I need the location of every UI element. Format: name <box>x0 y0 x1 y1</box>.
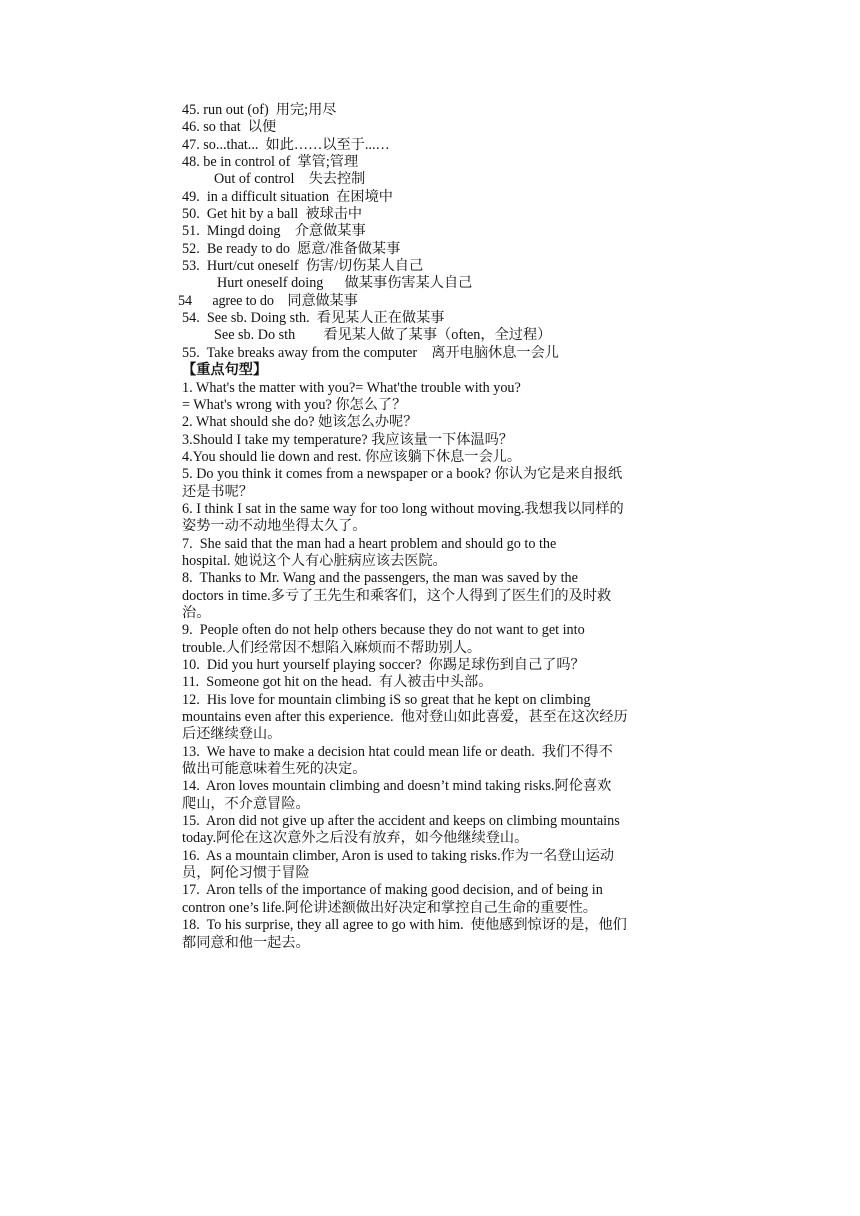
sentence-line: today.阿伦在这次意外之后没有放弃，如今他继续登山。 <box>182 830 529 847</box>
sentence-line: mountains even after this experience. 他对登山如此喜爱，甚至在这次经历 <box>182 709 628 726</box>
phrase-item: See sb. Do sth 看见某人做了某事（often，全过程） <box>214 327 552 344</box>
sentence-item <box>182 536 682 571</box>
sentence-line: 9. People often do not help others because they do not want to get into <box>182 622 585 639</box>
sentence-line: 后还继续登山。 <box>182 726 282 743</box>
phrase-list <box>178 102 682 362</box>
sentence-line: doctors in time.多亏了王先生和乘客们，这个人得到了医生们的及时救 <box>182 587 612 604</box>
sentence-line: trouble.人们经常因不想陷入麻烦而不帮助别人。 <box>182 639 482 656</box>
sentence-item <box>182 692 682 744</box>
sentence-item <box>182 882 682 917</box>
sentence-line: 做出可能意味着生死的决定。 <box>182 761 367 778</box>
phrase-item: 49. in a difficult situation 在困境中 <box>182 188 393 205</box>
sentence-item <box>182 778 682 813</box>
sentence-line: 2. What should she do? 她该怎么办呢？ <box>182 414 418 431</box>
sentence-line: 4.You should lie down and rest. 你应该躺下休息一会儿。 <box>182 448 522 465</box>
sentence-item <box>182 622 682 657</box>
sentence-line: 爬山，不介意冒险。 <box>182 795 310 812</box>
sentence-item <box>182 813 682 848</box>
phrase-item: Hurt oneself doing 做某事伤害某人自己 <box>217 275 473 292</box>
sentence-line: 1. What's the matter with you?= What'the trouble with you? <box>182 379 521 396</box>
sentence-item <box>182 744 682 779</box>
sentence-item <box>182 848 682 883</box>
sentence-line: hospital. 她说这个人有心脏病应该去医院。 <box>182 552 447 569</box>
phrase-item: Out of control 失去控制 <box>214 171 366 188</box>
phrase-item: 48. be in control of 掌管;管理 <box>182 154 359 171</box>
sentence-item <box>182 380 682 415</box>
phrase-item: 54 agree to do 同意做某事 <box>178 292 358 309</box>
sentence-item <box>182 674 682 691</box>
phrase-item: 55. Take breaks away from the computer 离开电脑休息一会儿 <box>182 344 559 361</box>
sentence-item <box>182 466 682 501</box>
sentence-line: 16. As a mountain climber, Aron is used to taking risks.作为一名登山运动 <box>182 847 615 864</box>
sentence-line: 5. Do you think it comes from a newspaper or a book? 你认为它是来自报纸 <box>182 466 623 483</box>
phrase-item: 45. run out (of) 用完;用尽 <box>182 102 337 118</box>
sentence-line: = What's wrong with you? 你怎么了？ <box>182 396 407 413</box>
phrase-item: 46. so that 以便 <box>182 119 277 136</box>
sentence-line: 10. Did you hurt yourself playing soccer? 你踢足球伤到自己了吗？ <box>182 657 585 673</box>
sentence-line: 还是书呢？ <box>182 483 253 500</box>
sentence-line: 8. Thanks to Mr. Wang and the passengers, the man was saved by the <box>182 570 578 587</box>
sentence-line: 15. Aron did not give up after the accident and keeps on climbing mountains <box>182 813 620 830</box>
sentence-item <box>182 917 682 952</box>
sentence-item <box>182 501 682 536</box>
sentence-line: 18. To his surprise, they all agree to go with him. 使他感到惊讶的是，他们 <box>182 917 627 934</box>
sentence-line: contron one’s life.阿伦讲述额做出好决定和掌控自己生命的重要性。 <box>182 899 597 916</box>
sentence-line: 3.Should I take my temperature? 我应该量一下体温吗？ <box>182 431 513 448</box>
phrase-item: 47. so...that... 如此……以至于...… <box>182 136 390 153</box>
sentence-line: 11. Someone got hit on the head. 有人被击中头部。 <box>182 674 493 691</box>
sentence-line: 员，阿伦习惯于冒险 <box>182 865 310 882</box>
sentence-line: 6. I think I sat in the same way for too long without moving.我想我以同样的 <box>182 500 624 517</box>
sentence-list <box>182 380 682 952</box>
sentence-line: 都同意和他一起去。 <box>182 934 310 951</box>
phrase-item: 53. Hurt/cut oneself 伤害/切伤某人自己 <box>182 258 424 275</box>
sentence-item <box>182 432 682 449</box>
sentence-line: 12. His love for mountain climbing iS so great that he kept on climbing <box>182 691 591 708</box>
sentence-line: 14. Aron loves mountain climbing and doesn’t mind taking risks.阿伦喜欢 <box>182 778 612 795</box>
sentence-item <box>182 414 682 431</box>
sentence-item <box>182 570 682 622</box>
document-content <box>178 102 682 952</box>
sentence-line: 姿势一动不动地坐得太久了。 <box>182 518 367 535</box>
sentence-line: 治。 <box>182 604 211 621</box>
sentence-line: 13. We have to make a decision htat could mean life or death. 我们不得不 <box>182 743 613 760</box>
sentence-line: 17. Aron tells of the importance of making good decision, and of being in <box>182 882 603 899</box>
phrase-item: 50. Get hit by a ball 被球击中 <box>182 206 363 223</box>
sentence-item <box>182 449 682 466</box>
phrase-item: 54. See sb. Doing sth. 看见某人正在做某事 <box>182 310 445 327</box>
phrase-item: 52. Be ready to do 愿意/准备做某事 <box>182 240 401 257</box>
section-heading: 【重点句型】 <box>182 362 268 379</box>
sentence-item <box>182 657 682 674</box>
sentence-line: 7. She said that the man had a heart problem and should go to the <box>182 535 557 552</box>
phrase-item: 51. Mingd doing 介意做某事 <box>182 223 366 240</box>
